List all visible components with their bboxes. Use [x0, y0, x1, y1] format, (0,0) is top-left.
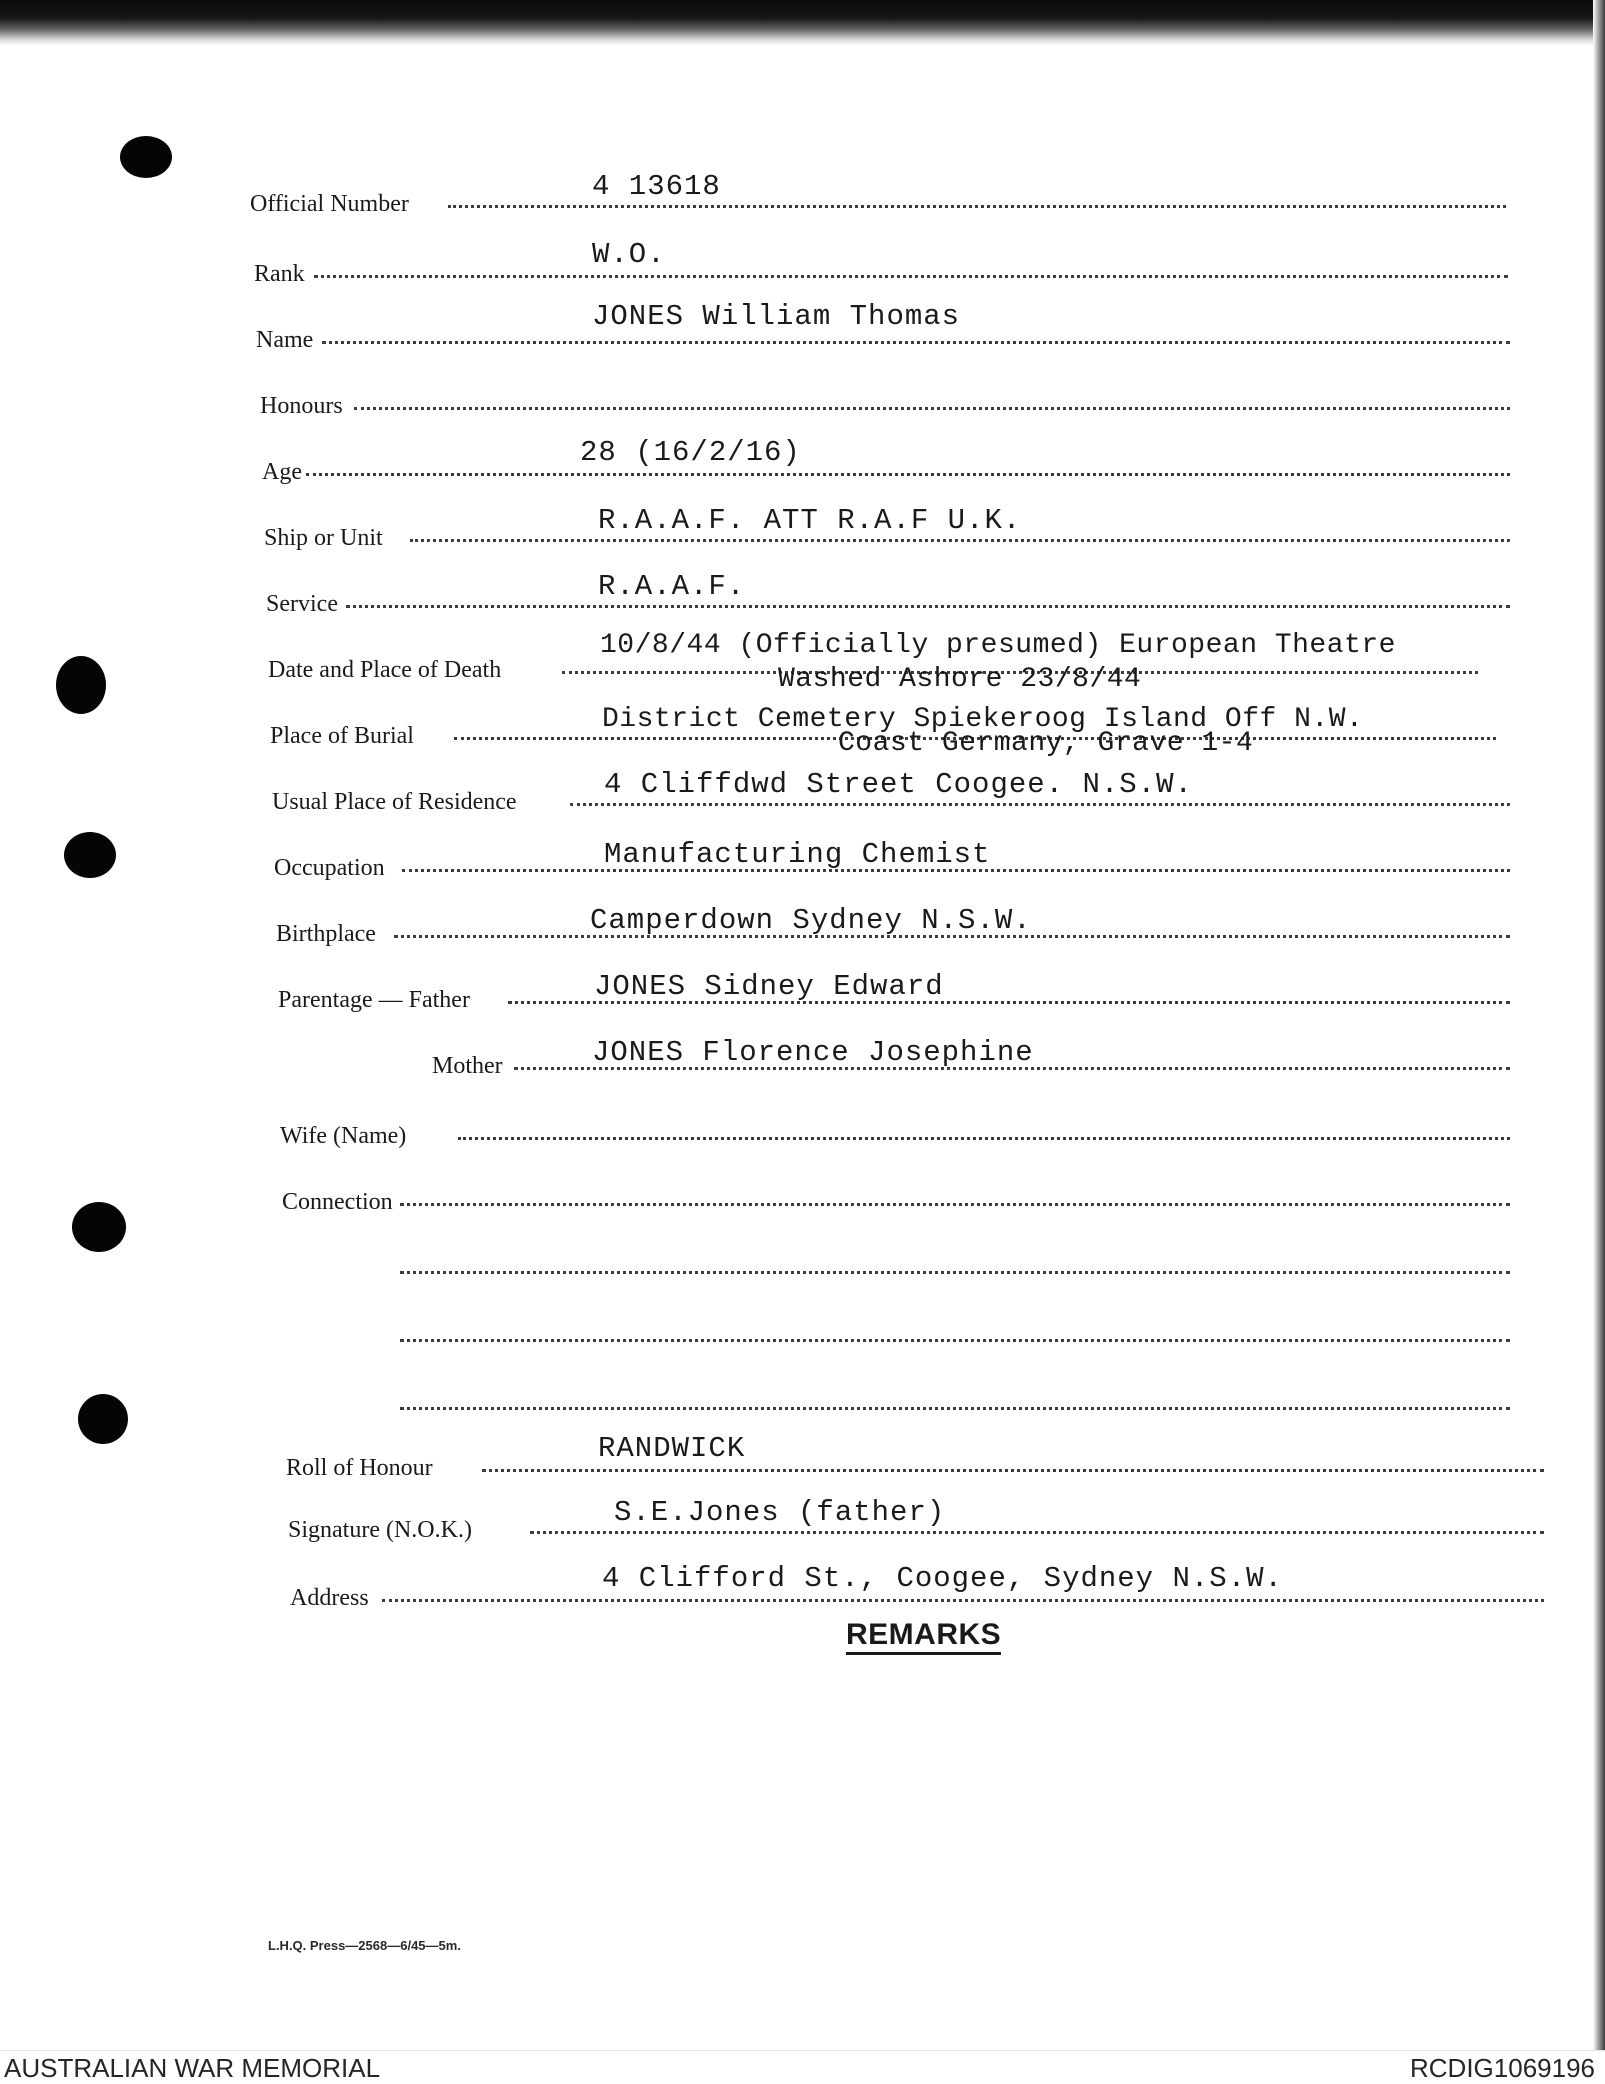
archive-footer	[0, 2050, 1605, 2081]
residence-value: 4 Cliffdwd Street Coogee. N.S.W.	[604, 768, 1193, 801]
archive-name: AUSTRALIAN WAR MEMORIAL	[4, 2053, 381, 2083]
age-label: Age	[262, 459, 302, 485]
father-value: JONES Sidney Edward	[594, 970, 944, 1003]
burial-label: Place of Burial	[270, 723, 414, 749]
father-label: Parentage — Father	[278, 987, 470, 1013]
punch-hole	[64, 832, 116, 878]
official-number-value: 4 13618	[592, 170, 721, 203]
remarks-heading: REMARKS	[846, 1618, 1001, 1655]
punch-hole	[120, 136, 172, 178]
service-dots	[346, 605, 1510, 608]
ship-or-unit-label: Ship or Unit	[264, 525, 383, 551]
printer-note: L.H.Q. Press—2568—6/45—5m.	[268, 1938, 461, 1953]
residence-dots	[570, 803, 1510, 806]
connection-blank-line	[400, 1271, 1510, 1274]
connection-dots	[400, 1203, 1510, 1206]
official-number-dots	[448, 205, 1506, 208]
age-value: 28 (16/2/16)	[580, 436, 801, 469]
archive-id: RCDIG1069196	[1410, 2053, 1595, 2083]
address-dots	[382, 1599, 1544, 1602]
name-label: Name	[256, 327, 314, 353]
official-number-label: Official Number	[250, 191, 409, 217]
punch-hole	[72, 1202, 126, 1252]
occupation-value: Manufacturing Chemist	[604, 838, 991, 871]
service-value: R.A.A.F.	[598, 570, 746, 603]
wife-dots	[458, 1137, 1510, 1140]
service-label: Service	[266, 591, 338, 617]
residence-label: Usual Place of Residence	[272, 789, 517, 815]
punch-hole	[56, 656, 106, 714]
age-dots	[306, 473, 1510, 476]
connection-blank-line	[400, 1339, 1510, 1342]
address-value: 4 Clifford St., Coogee, Sydney N.S.W.	[602, 1562, 1283, 1595]
death-value-line2: Washed Ashore 23/8/44	[778, 664, 1142, 695]
burial-value: District Cemetery Spiekeroog Island Off N.W.	[602, 704, 1364, 735]
roll-of-honour-label: Roll of Honour	[286, 1455, 433, 1481]
rank-dots	[314, 275, 1508, 278]
name-dots	[322, 341, 1510, 344]
burial-value-line2: Coast Germany, Grave 1-4	[838, 728, 1254, 759]
honours-dots	[354, 407, 1510, 410]
address-label: Address	[290, 1585, 369, 1611]
ship-or-unit-value: R.A.A.F. ATT R.A.F U.K.	[598, 504, 1022, 537]
birthplace-value: Camperdown Sydney N.S.W.	[590, 904, 1032, 937]
ship-or-unit-dots	[410, 539, 1510, 542]
connection-label: Connection	[282, 1189, 393, 1215]
signature-dots	[530, 1531, 1544, 1534]
birthplace-label: Birthplace	[276, 921, 376, 947]
rank-label: Rank	[254, 261, 305, 287]
death-label: Date and Place of Death	[268, 657, 502, 683]
roll-of-honour-dots	[482, 1469, 1544, 1472]
occupation-label: Occupation	[274, 855, 385, 881]
signature-label: Signature (N.O.K.)	[288, 1517, 472, 1543]
death-value: 10/8/44 (Officially presumed) European Theatre	[600, 630, 1396, 661]
connection-blank-line	[400, 1407, 1510, 1410]
scan-right-edge	[1593, 0, 1605, 2050]
punch-hole	[78, 1394, 128, 1444]
signature-value: S.E.Jones (father)	[614, 1496, 946, 1529]
honours-label: Honours	[260, 393, 343, 419]
mother-value: JONES Florence Josephine	[592, 1036, 1034, 1069]
name-value: JONES William Thomas	[592, 300, 961, 333]
wife-label: Wife (Name)	[280, 1123, 407, 1149]
mother-label: Mother	[432, 1053, 503, 1079]
roll-of-honour-value: RANDWICK	[598, 1432, 746, 1465]
scan-top-edge	[0, 0, 1605, 46]
rank-value: W.O.	[592, 238, 666, 271]
